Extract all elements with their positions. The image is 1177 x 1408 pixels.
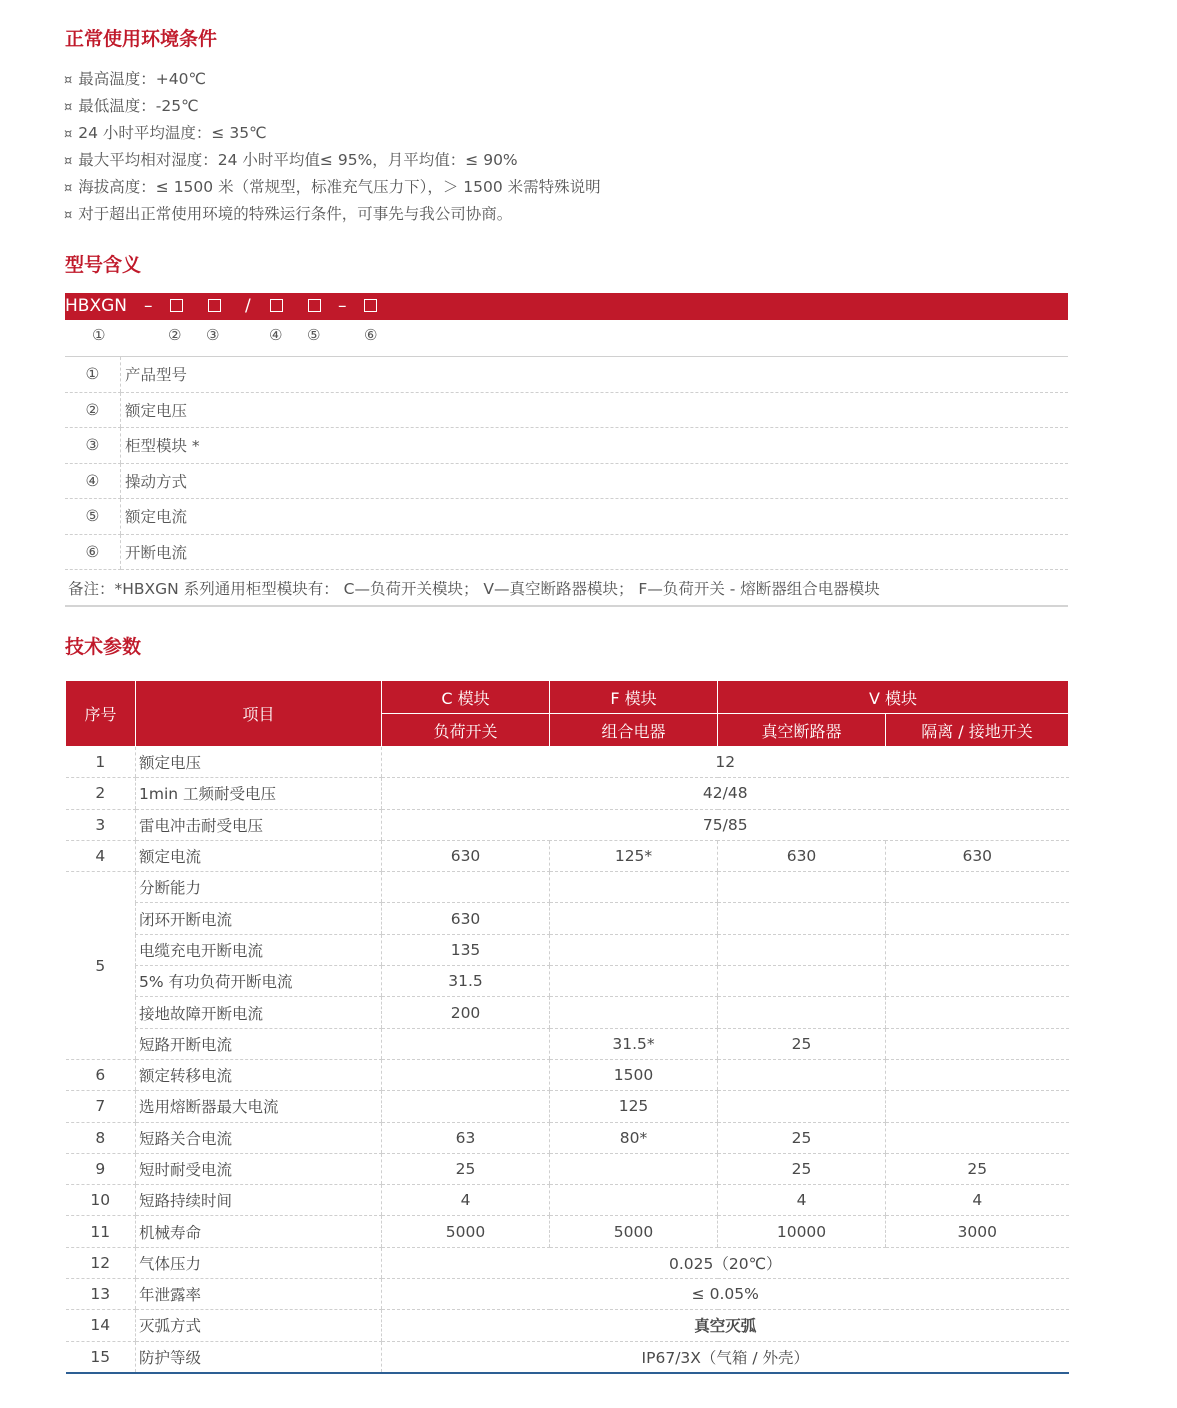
col-header-isolation-switch: 隔离 / 接地开关 [886, 714, 1069, 747]
table-row: ③ 柜型模块 * [65, 428, 1068, 464]
table-row: 8 短路关合电流 63 80* 25 [66, 1122, 1069, 1153]
bullet-icon: ¤ [64, 181, 73, 196]
position-number: ④ [269, 326, 283, 344]
placeholder-box-icon [170, 299, 183, 312]
table-row: 1 额定电压 12 [66, 747, 1069, 778]
table-note-row [65, 570, 1068, 607]
table-row: ⑤ 额定电流 [65, 499, 1068, 535]
table-row: 电缆充电开断电流 135 [66, 934, 1069, 965]
table-row: 5% 有功负荷开断电流 31.5 [66, 966, 1069, 997]
position-number: ⑤ [307, 326, 321, 344]
table-row: ① 产品型号 [65, 357, 1068, 392]
model-dash: – [144, 296, 153, 316]
env-item: ¤ 24 小时平均温度：≤ 35℃ [64, 124, 267, 142]
bullet-icon: ¤ [64, 154, 73, 169]
env-item: ¤ 最高温度：+40℃ [64, 70, 206, 88]
placeholder-box-icon [364, 299, 377, 312]
table-row: 14 灭弧方式 真空灭弧 [66, 1310, 1069, 1341]
table-row: 9 短时耐受电流 25 25 25 [66, 1153, 1069, 1184]
position-number: ③ [206, 326, 220, 344]
table-row: ④ 操动方式 [65, 463, 1068, 499]
table-row: 4 额定电流 630 125* 630 630 [66, 840, 1069, 871]
position-number: ① [92, 326, 106, 344]
table-row: 7 选用熔断器最大电流 125 [66, 1091, 1069, 1122]
table-row: 2 1min 工频耐受电压 42/48 [66, 778, 1069, 809]
model-code-bar [65, 293, 1068, 320]
env-conditions-list [64, 66, 601, 228]
spec-section-title: 技术参数 [65, 636, 142, 658]
table-row: 闭环开断电流 630 [66, 903, 1069, 934]
env-item: ¤ 最大平均相对湿度：24 小时平均值≤ 95%，月平均值：≤ 90% [64, 151, 518, 169]
position-number: ⑥ [364, 326, 378, 344]
model-slash: / [245, 296, 251, 316]
position-number: ② [168, 326, 182, 344]
model-code: HBXGN [65, 296, 127, 316]
table-row: 3 雷电冲击耐受电压 75/85 [66, 809, 1069, 840]
model-note: 备注：*HBXGN 系列通用柜型模块有： C—负荷开关模块； V—真空断路器模块； F—负荷开关 - 熔断器组合电器模块 [65, 570, 1068, 607]
table-row: 短路开断电流 31.5* 25 [66, 1028, 1069, 1059]
bullet-icon: ¤ [64, 127, 73, 142]
placeholder-box-icon [308, 299, 321, 312]
model-section-title: 型号含义 [65, 254, 142, 276]
col-header-combination: 组合电器 [550, 714, 718, 747]
model-meaning-table [65, 357, 1068, 607]
table-row: 10 短路持续时间 4 4 4 [66, 1185, 1069, 1216]
placeholder-box-icon [208, 299, 221, 312]
table-row: ② 额定电压 [65, 392, 1068, 428]
col-header-no: 序号 [66, 681, 136, 747]
table-row: 6 额定转移电流 1500 [66, 1059, 1069, 1090]
bullet-icon: ¤ [64, 100, 73, 115]
env-item: ¤ 海拔高度：≤ 1500 米（常规型，标准充气压力下），＞ 1500 米需特殊说明 [64, 178, 601, 196]
table-row: 15 防护等级 IP67/3X（气箱 / 外壳） [66, 1341, 1069, 1373]
placeholder-box-icon [270, 299, 283, 312]
bullet-icon: ¤ [64, 73, 73, 88]
bullet-icon: ¤ [64, 208, 73, 223]
env-item: ¤ 对于超出正常使用环境的特殊运行条件，可事先与我公司协商。 [64, 205, 513, 223]
model-position-numbers [65, 326, 1068, 348]
col-header-v-module: V 模块 [718, 681, 1069, 714]
table-row: 12 气体压力 0.025（20℃） [66, 1247, 1069, 1278]
table-row: 11 机械寿命 5000 5000 10000 3000 [66, 1216, 1069, 1247]
col-header-vacuum-breaker: 真空断路器 [718, 714, 886, 747]
table-header-row [66, 681, 1069, 714]
table-row: ⑥ 开断电流 [65, 534, 1068, 570]
table-row: 5 分断能力 [66, 872, 1069, 903]
env-section-title: 正常使用环境条件 [65, 28, 218, 50]
col-header-item: 项目 [136, 681, 382, 747]
col-header-c-module: C 模块 [382, 681, 550, 714]
table-row: 13 年泄露率 ≤ 0.05% [66, 1279, 1069, 1310]
model-dash: – [338, 296, 347, 316]
env-item: ¤ 最低温度：-25℃ [64, 97, 199, 115]
table-row: 接地故障开断电流 200 [66, 997, 1069, 1028]
col-header-load-switch: 负荷开关 [382, 714, 550, 747]
col-header-f-module: F 模块 [550, 681, 718, 714]
spec-table [65, 680, 1069, 1374]
